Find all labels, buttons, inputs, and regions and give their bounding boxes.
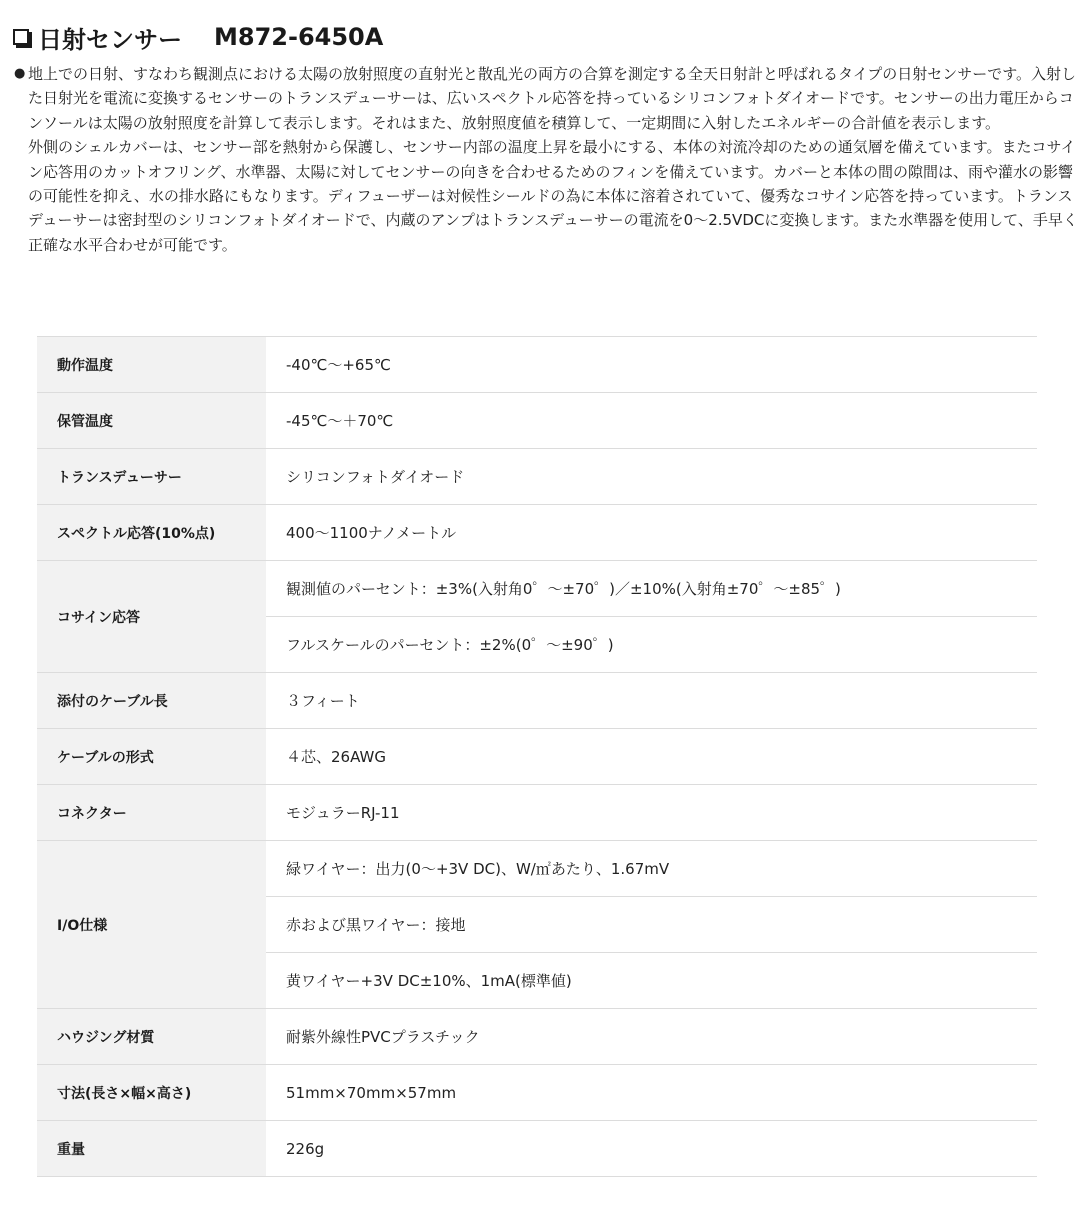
spec-label: 保管温度 bbox=[37, 393, 266, 449]
spec-value: ４芯、26AWG bbox=[286, 748, 386, 766]
spec-value: 黄ワイヤー+3V DC±10%、1mA(標準値) bbox=[286, 972, 572, 990]
description-paragraph-1: 地上での日射、すなわち観測点における太陽の放射照度の直射光と散乱光の両方の合算を測定する全天日射計と呼ばれるタイプの日射センサーです。入射した日射光を電流に変換するセンサーのトランスデューサーは、広いスペクトル応答を持っているシリコンフォトダイオードです。センサーの出力電圧からコンソールは太陽の放射照度を計算して表示します。それはまた、放射照度値を積算して、一定期間に入射したエネルギーの合計値を表示します。 bbox=[28, 65, 1077, 132]
table-row bbox=[37, 673, 1037, 729]
spec-value: 226g bbox=[286, 1139, 325, 1158]
table-row bbox=[37, 561, 1037, 617]
table-row bbox=[37, 337, 1037, 393]
table-row bbox=[37, 841, 1037, 897]
spec-value: シリコンフォトダイオード bbox=[286, 468, 465, 486]
spec-value: 赤および黒ワイヤー：接地 bbox=[286, 916, 466, 934]
description-paragraph-2: 外側のシェルカバーは、センサー部を熱射から保護し、センサー内部の温度上昇を最小にする、本体の対流冷却のための通気層を備えています。またコサイン応答用のカットオフリング、水準器、太陽に対してセンサーの向きを合わせるためのフィンを備えています。カバーと本体の間の隙間は、雨や灌水の影響の可能性を抑え、水の排水路にもなります。ディフューザーは対候性シールドの為に本体に溶着されていて、優秀なコサイン応答を持っています。トランスデューサーは密封型のシリコンフォトダイオードで、内蔵のアンプはトランスデューサーの電流を0〜2.5VDCに変換します。また水準器を使用して、手早く正確な水平合わせが可能です。 bbox=[28, 138, 1078, 254]
spec-value: -40℃〜+65℃ bbox=[286, 356, 391, 374]
spec-value: -45℃〜＋70℃ bbox=[286, 412, 394, 430]
table-row bbox=[37, 449, 1037, 505]
table-row bbox=[37, 1065, 1037, 1121]
spec-value: ３フィート bbox=[286, 692, 360, 710]
spec-value: 緑ワイヤー：出力(0〜+3V DC)、W/㎡あたり、1.67mV bbox=[286, 860, 670, 878]
table-row bbox=[37, 393, 1037, 449]
spec-value: フルスケールのパーセント：±2%(0゜〜±90゜) bbox=[286, 636, 614, 654]
product-description bbox=[14, 62, 1084, 257]
spec-value: 観測値のパーセント：±3%(入射角0゜〜±70゜)／±10%(入射角±70゜〜±85゜) bbox=[286, 580, 841, 598]
spec-label: 動作温度 bbox=[37, 337, 266, 393]
model-number: M872-6450A bbox=[214, 23, 384, 51]
spec-value: 耐紫外線性PVCプラスチック bbox=[286, 1028, 480, 1046]
spec-label: ケーブルの形式 bbox=[37, 729, 266, 785]
checkbox-square-icon bbox=[13, 29, 29, 45]
product-name: 日射センサー bbox=[38, 25, 182, 54]
spec-label: 寸法(長さ×幅×高さ) bbox=[37, 1065, 266, 1121]
table-row bbox=[37, 729, 1037, 785]
bullet-icon: ● bbox=[14, 66, 26, 81]
spec-label: ハウジング材質 bbox=[37, 1009, 266, 1065]
spec-table bbox=[37, 336, 1037, 1177]
table-row bbox=[37, 1009, 1037, 1065]
spec-label: スペクトル応答(10%点) bbox=[37, 505, 266, 561]
spec-label: I/O仕様 bbox=[37, 841, 266, 1009]
spec-label: 添付のケーブル長 bbox=[37, 673, 266, 729]
spec-label: 重量 bbox=[37, 1121, 266, 1177]
spec-value: 51mm×70mm×57mm bbox=[286, 1083, 457, 1102]
spec-label: コネクター bbox=[37, 785, 266, 841]
table-row bbox=[37, 785, 1037, 841]
table-row bbox=[37, 1121, 1037, 1177]
spec-label: トランスデューサー bbox=[37, 449, 266, 505]
page-title bbox=[13, 20, 383, 54]
spec-value: モジュラーRJ-11 bbox=[286, 804, 400, 822]
spec-label: コサイン応答 bbox=[37, 561, 266, 673]
table-row bbox=[37, 505, 1037, 561]
spec-value: 400〜1100ナノメートル bbox=[286, 524, 457, 542]
